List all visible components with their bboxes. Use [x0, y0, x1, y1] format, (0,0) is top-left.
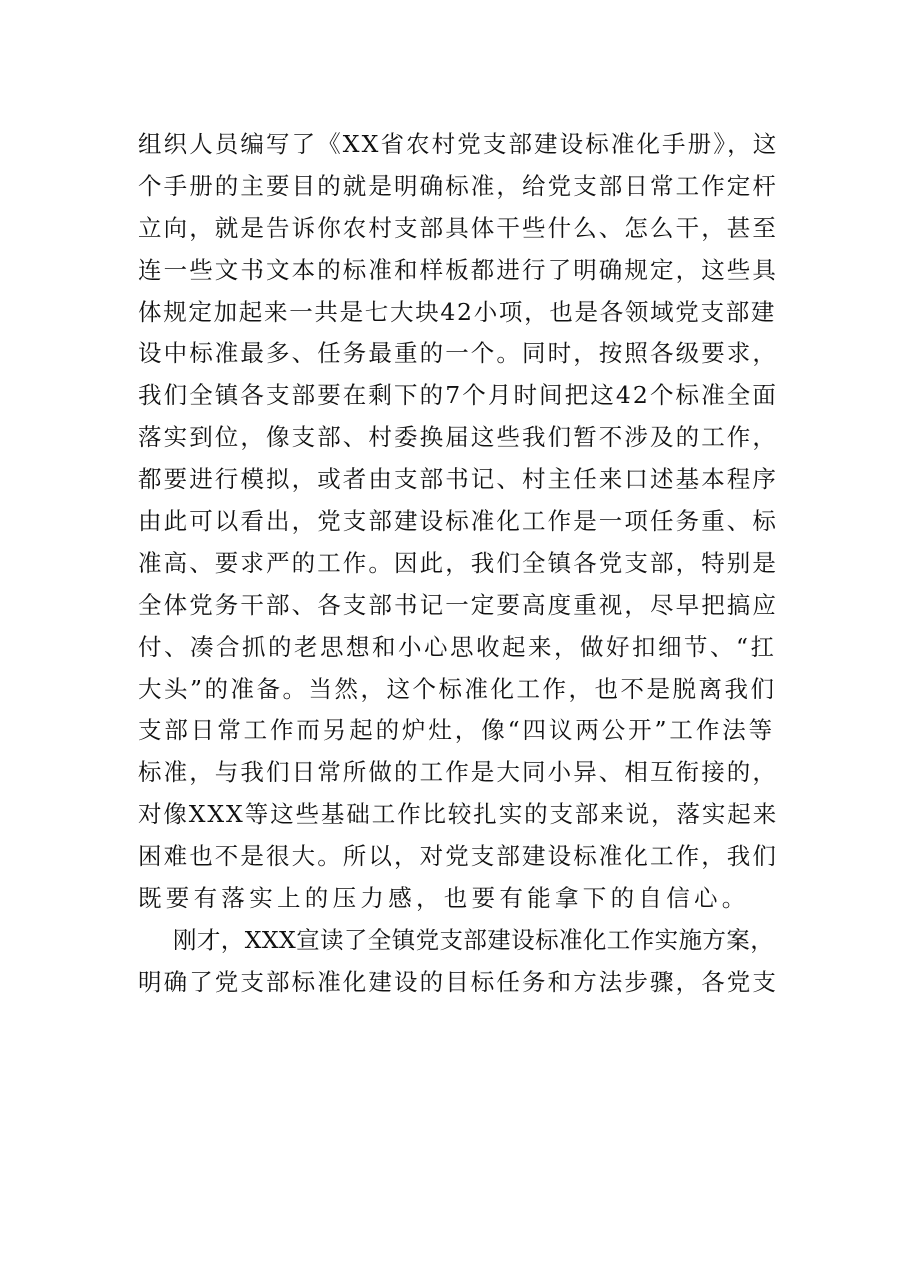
text-line: 困难也不是很大。所以，对党支部建设标准化工作，我们 [138, 842, 778, 871]
text-line: 设中标准最多、任务最重的一个。同时，按照各级要求， [138, 339, 778, 368]
text-line: 大头”的准备。当然，这个标准化工作，也不是脱离我们 [138, 674, 777, 703]
text-line: 全体党务干部、各支部书记一定要高度重视，尽早把搞应 [138, 590, 778, 619]
text-line: 立向，就是告诉你农村支部具体干些什么、怎么干，甚至 [138, 213, 778, 242]
text-line: 体规定加起来一共是七大块42小项，也是各领域党支部建 [138, 297, 777, 326]
text-line: 标准，与我们日常所做的工作是大同小异、相互衔接的， [138, 758, 778, 787]
text-line: 明确了党支部标准化建设的目标任务和方法步骤，各党支 [138, 967, 778, 996]
text-line: 由此可以看出，党支部建设标准化工作是一项任务重、标 [138, 507, 778, 536]
text-line: 组织人员编写了《XX省农村党支部建设标准化手册》，这 [138, 130, 779, 158]
text-line: 支部日常工作而另起的炉灶，像“四议两公开”工作法等 [138, 716, 776, 745]
text-line: 付、凑合抓的老思想和小心思收起来，做好扣细节、“扛 [138, 632, 777, 661]
text-line: 连一些文书文本的标准和样板都进行了明确规定，这些具 [138, 255, 778, 284]
text-line: 都要进行模拟，或者由支部书记、村主任来口述基本程序 [138, 465, 778, 494]
text-line: 落实到位，像支部、村委换届这些我们暂不涉及的工作， [138, 423, 778, 452]
text-line: 既要有落实上的压力感，也要有能拿下的自信心。 [138, 884, 750, 913]
paragraph-start-line: 刚才，XXX宣读了全镇党支部建设标准化工作实施方案， [173, 925, 775, 954]
text-line: 对像XXX等这些基础工作比较扎实的支部来说，落实起来 [138, 800, 779, 829]
text-line: 个手册的主要目的就是明确标准，给党支部日常工作定杆 [138, 171, 778, 200]
body-text [138, 124, 778, 1004]
text-line: 准高、要求严的工作。因此，我们全镇各党支部，特别是 [138, 548, 778, 577]
text-line: 我们全镇各支部要在剩下的7个月时间把这42个标准全面 [138, 381, 778, 410]
